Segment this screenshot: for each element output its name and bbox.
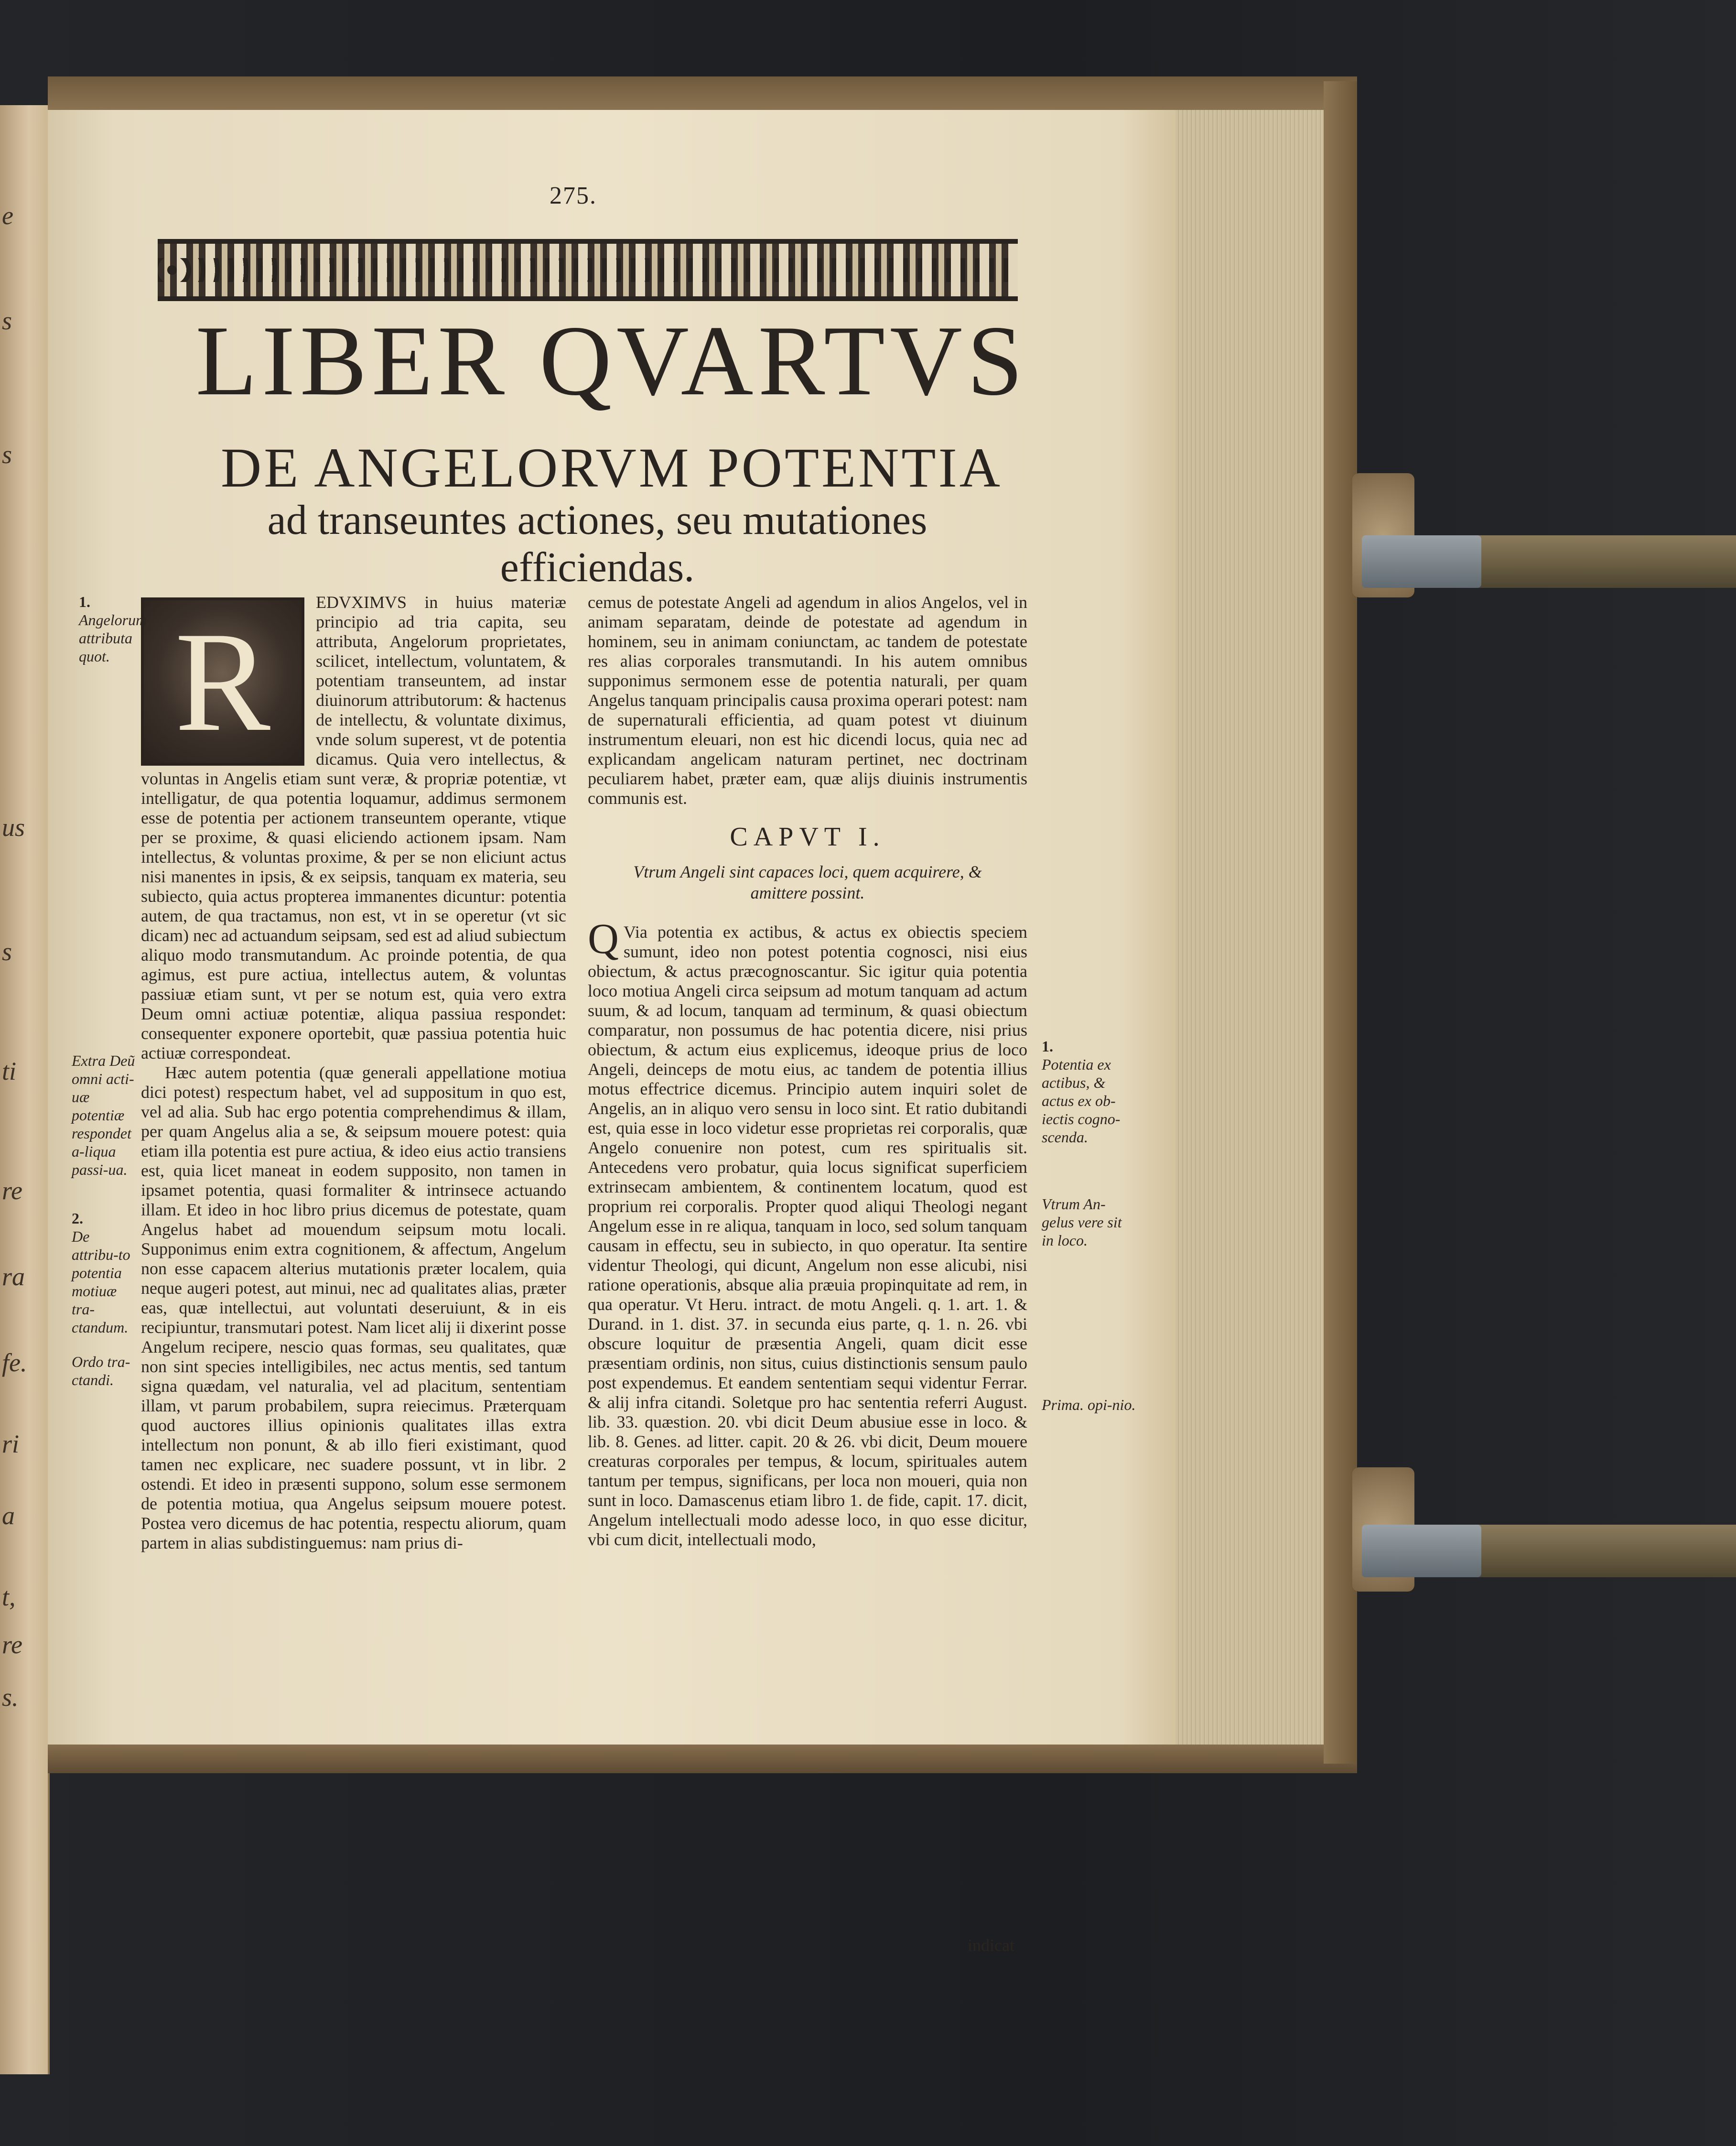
decorated-initial <box>141 597 304 766</box>
left-fragment: ra <box>2 1262 25 1291</box>
book-subject: DE ANGELORVM POTENTIA <box>220 436 1003 499</box>
book-subtitle: ad transeuntes actiones, seu mutationes efficiendas. <box>267 497 927 591</box>
left-text-column <box>141 593 566 1553</box>
chapter-body: Via potentia ex actibus, & actus ex obiectis speciem sumunt, ideo non potest potentia cognosci, nisi eius obiectum, & actus præcognoscantur. Sic igitur quia potentia loco motiua Angeli circa seipsum ad motum tanquam ad actum suum, & ad locum, tanquam ad terminum, & quasi obiectum comparatur, non possumus de hac potentia dicere, nisi prius obiectum, & actum eius explicemus, ideoque prius de loco Angeli, deinceps de motu eius, ac tandem de potentia illius motus effectrice dicemus. Principio autem inquiri solet de Angelis, an in aliquo vero sensu in loco sint. Et ratio dubitandi est, quia esse in loco videtur esse proprietas rei corporalis, quæ Angelo conuenire non potest, cum res spiritualis sit. Antecedens vero probatur, quia locus significat superficiem extrinsecam ambientem, & continentem locatum, quod est proprium rei corporalis. Propter quod aliqui Theologi negant Angelum esse in re aliqua, tanquam in loco, sed solum tanquam causam in effectu, seu in subiecto, in quo operatur. Ita sentire videntur Theologi, qui dicunt, Angelum non esse alicubi, nisi ratione operationis, absque alia præuia propinquitate ad rem, in qua operatur. Vt Heru. intract. de motu Angeli. q. 1. art. 1. & Durand. in 1. dist. 37. in secunda eius parte, q. 1. n. 26. vbi obscure loquitur de præsentia Angeli, quam dicit esse præsentiam ordinis, non situs, cuius distinctionis sensum paulo post expendemus. Et eandem sententiam sequi videntur Ferrar. & alij infra citandi. Soletque pro hac sententia referri August. lib. 33. quæstion. 20. vbi dicit Deum abusiue esse in loco. & lib. 8. Genes. ad litter. capit. 20 & 26. vbi dicit, Deum mouere creaturas corporales per tempus, & locum, spirituales autem tantum per tempus, significans, per loca non moueri, quia non sunt in loco. Damascenus etiam libro 1. de fide, capit. 17. dicit, Angelum intellectuali modo adesse loco, in quo esse dicitur, vbi cum dicit, intellectuali modo, <box>588 922 1027 1549</box>
margin-note-text: De attribu-to potentia motiuæ tra-ctandum. <box>72 1228 130 1336</box>
margin-note-text: Extra Deũ omni acti-uæ potentiæ respondet a-liqua passi-ua. <box>72 1052 135 1178</box>
margin-note-number: 1. <box>1042 1038 1053 1055</box>
left-fragment: a <box>2 1501 15 1530</box>
left-fragment: s <box>2 937 12 966</box>
page-number: 275. <box>550 182 597 209</box>
initial-letter: R <box>174 602 271 761</box>
margin-note-text: Angelorum attributa quot. <box>79 611 147 665</box>
right-text-column <box>588 593 1027 1550</box>
margin-note-text: Prima. opi-nio. <box>1042 1396 1136 1413</box>
left-facing-page <box>0 105 50 2074</box>
paragraph-initial: Q <box>588 915 619 963</box>
headpiece-ornament <box>158 239 1018 301</box>
book-title: LIBER QVARTVS <box>195 305 1028 416</box>
cover-top-edge <box>48 76 1357 115</box>
margin-note <box>79 593 147 665</box>
chapter-question: Vtrum Angeli sint capaces loci, quem acquirere, & amittere possint. <box>633 862 982 902</box>
catchword: indicat <box>968 1936 1014 1955</box>
left-fragment: re <box>2 1176 22 1205</box>
upper-clasp-catch <box>1362 535 1481 588</box>
margin-note-text: Ordo tra-ctandi. <box>72 1353 130 1388</box>
margin-note-text: Potentia ex actibus, & actus ex ob-iectis cogno-scenda. <box>1042 1056 1121 1146</box>
margin-note-number: 2. <box>72 1210 83 1227</box>
left-fragment: ri <box>2 1430 20 1458</box>
left-fragment: t, <box>2 1582 16 1611</box>
margin-note-number: 1. <box>79 593 90 610</box>
lower-clasp-catch <box>1362 1525 1481 1577</box>
margin-note <box>1042 1037 1137 1146</box>
margin-note <box>72 1209 139 1336</box>
left-fragment: re <box>2 1630 22 1659</box>
left-fragment: us <box>2 813 25 842</box>
chapter-heading: CAPVT I. <box>730 822 885 852</box>
second-paragraph: Hæc autem potentia (quæ generali appellatione motiua dici potest) respectum habet, vel ad suppositum in quo est, vel ad alia. Sub hac ergo potentia comprehendimus & illam, per quam Angelus alia a se, & seipsum mouere potest: quia etiam illa potentia est pure actiua, & ideo eius actio transiens est, quia licet maneat in eodem supposito, non tamen in ipsamet potentia, quasi formaliter & intrinsece actuando illam. Et ideo in hoc libro prius dicemus de potestate, quam Angelus habet ad mouendum seipsum motu locali. Supponimus enim extra cognitionem, & affectum, Angelum non esse capacem alterius mutationis præter localem, quia neque augeri potest, aut minui, nec ad qualitates alias, præter eas, quæ intellectui, aut voluntati deseruiunt, & in eis recipiuntur, transmutari potest. Nam licet alij ii dixerint posse Angelum recipere, nescio quas formas, seu qualitates, quæ non sint species intelligibiles, nec actus mentis, sed tantum signa quædam, vel naturalia, vel ad placitum, sententiam illam, vt parum probabilem, supra reiecimus. Præterquam quod auctores illius opinionis qualitates illas extra intellectum non ponunt, & ab illo fieri existimant, quod tamen nec explicare, nec suadere possunt, vt in libr. 2 ostendi. Et ideo in præsenti suppono, solum esse sermonem de potentia motiua, qua Angelus seipsum mouere potest. Postea vero dicemus de hac potentia, respectu aliorum, quam partem in alias subdistinguemus: nam prius di- <box>141 1063 566 1552</box>
left-fragment: s <box>2 306 12 335</box>
margin-note <box>72 1353 139 1389</box>
margin-note-text: Vtrum An-gelus vere sit in loco. <box>1042 1195 1122 1249</box>
left-fragment: s <box>2 440 12 469</box>
left-fragment: e <box>2 201 13 230</box>
margin-note <box>1042 1396 1137 1414</box>
left-fragment: s. <box>2 1683 19 1712</box>
margin-note <box>72 1051 139 1179</box>
intro-paragraph: EDVXIMVS in huius materiæ principio ad tria capita, seu attributa, Angelorum proprietates, scilicet, intellectum, voluntatem, & potentiam transeuntem, ad instar diuinorum attributorum: & hactenus de intellectu, & voluntate diximus, vnde solum superest, vt de potentia dicamus. Quia vero intellectus, & voluntas in Angelis etiam sunt veræ, & propriæ potentiæ, vt intelligatur, de qua potentia loquamur, addimus sermonem esse de potentia per actionem transeuntem operante, vtique per se proxime, & quasi eliciendo actionem ipsam. Nam intellectus, & voluntas proxime, & per se non eliciunt actus nisi manentes in ipsis, & ex seipsis, tanquam ex materia, seu subiecto, quia actus propterea immanentes dicuntur: potentia autem, de qua tractamus, non est, vt in se operetur (vt sic dicam) nec ad actuandum seipsam, sed est ad aliud subiectum aliquo modo transmutandum. Ac proinde potentia, de qua agimus, est pure actiua, intellectus autem, & voluntas passiuæ etiam sunt, vt per se notum est, quia vero extra Deum omni actiuæ potentiæ, aliqua passiua respondet: consequenter exponere oportebit, quæ passiua potentia huic actiuæ correspondeat. <box>141 593 566 1062</box>
page-block-edge <box>1175 110 1328 1745</box>
left-fragment: fe. <box>2 1348 27 1377</box>
margin-note <box>1042 1195 1137 1249</box>
printed-page <box>48 110 1175 1955</box>
cover-bottom-edge <box>48 1740 1357 1773</box>
continued-paragraph: cemus de potestate Angeli ad agendum in alios Angelos, vel in animam separatam, deinde de potestate ad agendum in hominem, seu in animam coniunctam, ac tandem de potestate res alias corporales transmutandi. In his autem omnibus supponimus sermonem esse de potentia naturali, per quam Angelus tanquam principalis causa proxima operari potest: nam de supernaturali efficientia, ad quam potest vt diuinum instrumentum eleuari, non est hic dicendi locus, quia nec ad explicandam angelicam naturam pertinet, nec doctrinam peculiarem habet, præter eam, quæ alijs diuinis instrumentis communis est. <box>588 593 1027 808</box>
left-fragment: ti <box>2 1057 17 1085</box>
